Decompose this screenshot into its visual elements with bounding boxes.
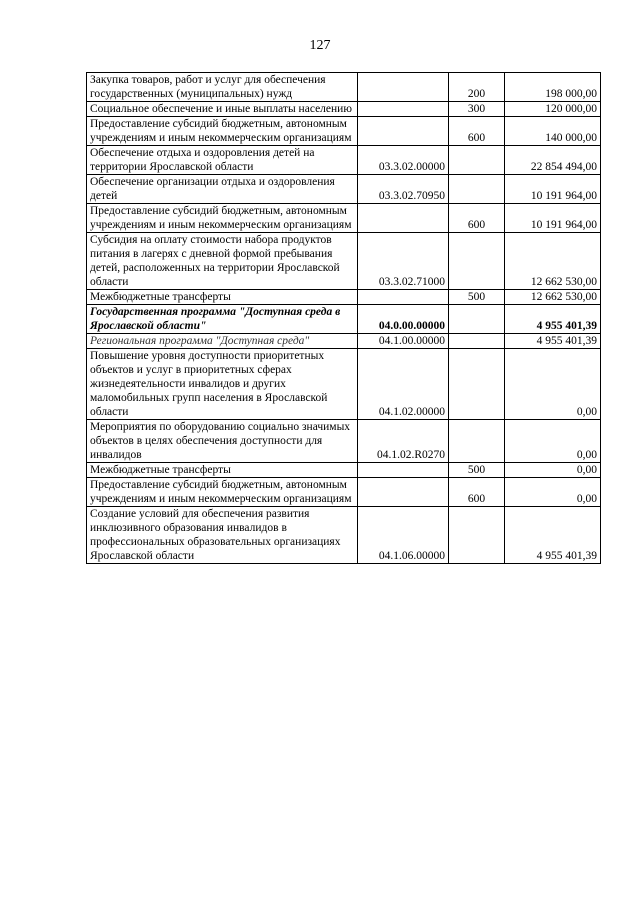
table-row <box>87 233 601 290</box>
row-expense-type-cell: 500 <box>449 290 505 305</box>
table-row <box>87 349 601 420</box>
row-expense-type-cell: 600 <box>449 478 505 507</box>
row-amount-cell: 10 191 964,00 <box>505 175 601 204</box>
row-amount-cell: 4 955 401,39 <box>505 305 601 334</box>
row-name-cell: Предоставление субсидий бюджетным, автономным учреждениям и иным некоммерческим организациям <box>87 204 358 233</box>
row-expense-type-cell <box>449 334 505 349</box>
row-expense-type-cell: 500 <box>449 463 505 478</box>
row-amount-cell: 4 955 401,39 <box>505 334 601 349</box>
row-expense-type-cell: 200 <box>449 73 505 102</box>
row-code-cell: 03.3.02.00000 <box>358 146 449 175</box>
row-expense-type-cell: 300 <box>449 102 505 117</box>
row-expense-type-cell: 600 <box>449 204 505 233</box>
row-code-cell <box>358 478 449 507</box>
row-name-cell: Межбюджетные трансферты <box>87 463 358 478</box>
row-code-cell <box>358 73 449 102</box>
row-name-cell: Предоставление субсидий бюджетным, автономным учреждениям и иным некоммерческим организациям <box>87 478 358 507</box>
row-name-cell: Предоставление субсидий бюджетным, автономным учреждениям и иным некоммерческим организациям <box>87 117 358 146</box>
row-name-cell: Закупка товаров, работ и услуг для обеспечения государственных (муниципальных) нужд <box>87 73 358 102</box>
row-amount-cell: 0,00 <box>505 349 601 420</box>
table-row <box>87 73 601 102</box>
row-amount-cell: 10 191 964,00 <box>505 204 601 233</box>
table-row <box>87 204 601 233</box>
row-name-cell: Повышение уровня доступности приоритетных объектов и услуг в приоритетных сферах жизнедеятельности инвалидов и других маломобильных групп населения в Ярославской области <box>87 349 358 420</box>
page-number: 127 <box>309 38 331 53</box>
row-name-cell: Региональная программа "Доступная среда" <box>87 334 358 349</box>
row-code-cell <box>358 102 449 117</box>
row-expense-type-cell <box>449 233 505 290</box>
row-name-cell: Обеспечение организации отдыха и оздоровления детей <box>87 175 358 204</box>
row-name-cell: Государственная программа "Доступная среда в Ярославской области" <box>87 305 358 334</box>
table-row <box>87 420 601 463</box>
row-name-cell: Создание условий для обеспечения развития инклюзивного образования инвалидов в профессиональных образовательных организациях Ярославской области <box>87 507 358 564</box>
budget-table-body <box>87 73 601 564</box>
row-amount-cell: 120 000,00 <box>505 102 601 117</box>
row-code-cell <box>358 204 449 233</box>
table-row <box>87 305 601 334</box>
table-row <box>87 175 601 204</box>
row-expense-type-cell <box>449 305 505 334</box>
row-code-cell: 03.3.02.71000 <box>358 233 449 290</box>
table-row <box>87 146 601 175</box>
row-code-cell <box>358 290 449 305</box>
row-amount-cell: 0,00 <box>505 478 601 507</box>
row-name-cell: Обеспечение отдыха и оздоровления детей на территории Ярославской области <box>87 146 358 175</box>
row-code-cell <box>358 117 449 146</box>
row-name-cell: Мероприятия по оборудованию социально значимых объектов в целях обеспечения доступности для инвалидов <box>87 420 358 463</box>
table-row <box>87 507 601 564</box>
row-name-cell: Субсидия на оплату стоимости набора продуктов питания в лагерях с дневной формой пребывания детей, расположенных на территории Ярославской области <box>87 233 358 290</box>
table-row <box>87 290 601 305</box>
row-amount-cell: 140 000,00 <box>505 117 601 146</box>
table-row <box>87 463 601 478</box>
row-code-cell: 04.1.02.R0270 <box>358 420 449 463</box>
row-expense-type-cell <box>449 175 505 204</box>
table-row <box>87 478 601 507</box>
row-expense-type-cell <box>449 420 505 463</box>
row-expense-type-cell <box>449 507 505 564</box>
table-row <box>87 334 601 349</box>
row-name-cell: Социальное обеспечение и иные выплаты населению <box>87 102 358 117</box>
row-code-cell: 04.1.00.00000 <box>358 334 449 349</box>
row-name-cell: Межбюджетные трансферты <box>87 290 358 305</box>
table-row <box>87 102 601 117</box>
row-code-cell: 04.1.02.00000 <box>358 349 449 420</box>
row-amount-cell: 12 662 530,00 <box>505 290 601 305</box>
row-code-cell <box>358 463 449 478</box>
row-code-cell: 04.1.06.00000 <box>358 507 449 564</box>
row-code-cell: 04.0.00.00000 <box>358 305 449 334</box>
row-amount-cell: 0,00 <box>505 463 601 478</box>
row-amount-cell: 0,00 <box>505 420 601 463</box>
row-amount-cell: 198 000,00 <box>505 73 601 102</box>
row-amount-cell: 4 955 401,39 <box>505 507 601 564</box>
row-expense-type-cell <box>449 146 505 175</box>
row-code-cell: 03.3.02.70950 <box>358 175 449 204</box>
row-expense-type-cell: 600 <box>449 117 505 146</box>
row-expense-type-cell <box>449 349 505 420</box>
row-amount-cell: 22 854 494,00 <box>505 146 601 175</box>
budget-table <box>86 72 601 564</box>
table-row <box>87 117 601 146</box>
row-amount-cell: 12 662 530,00 <box>505 233 601 290</box>
